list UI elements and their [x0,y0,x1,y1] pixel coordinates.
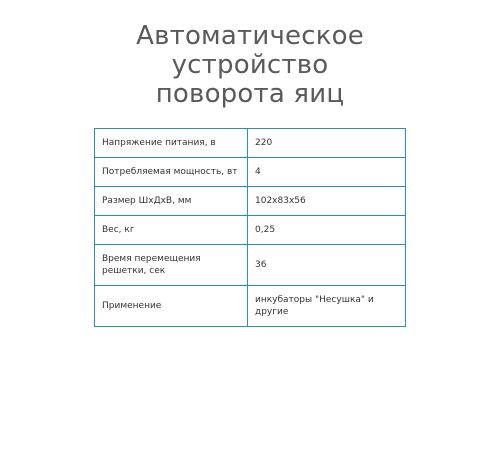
page-title-line-2: устройство [171,50,329,80]
table-row [95,286,406,327]
spec-label: Вес, кг [95,216,248,245]
page-title-line-3: поворота яиц [155,79,345,109]
table-row [95,216,406,245]
spec-value: 4 [248,158,406,187]
spec-value: 220 [248,129,406,158]
table-row [95,158,406,187]
table-row [95,245,406,286]
page-title-line-1: Автоматическое [136,21,364,51]
spec-label: Применение [95,286,248,327]
spec-value: 36 [248,245,406,286]
spec-value: 0,25 [248,216,406,245]
page-title [0,22,500,109]
table-row [95,129,406,158]
specs-table [94,128,406,327]
spec-label: Напряжение питания, в [95,129,248,158]
spec-value: инкубаторы "Несушка" и другие [248,286,406,327]
table-row [95,187,406,216]
spec-value: 102х83х56 [248,187,406,216]
spec-label: Потребляемая мощность, вт [95,158,248,187]
spec-label: Время перемещения решетки, сек [95,245,248,286]
spec-label: Размер ШхДхВ, мм [95,187,248,216]
